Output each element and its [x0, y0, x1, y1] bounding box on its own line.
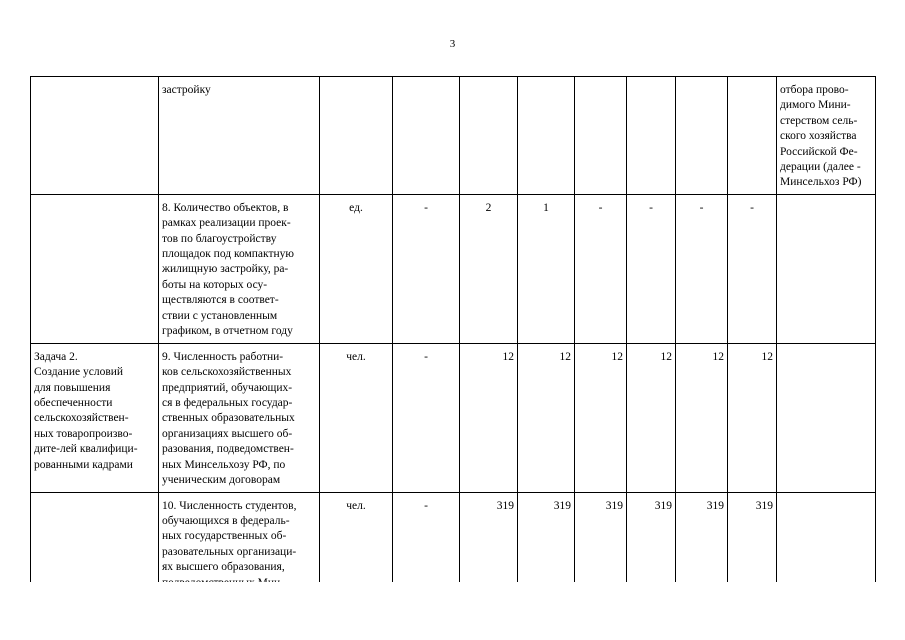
unit-cell: чел. [320, 343, 393, 492]
value-cell: 2 [460, 194, 518, 343]
value-cell: 319 [575, 492, 627, 594]
value-cell: 12 [460, 343, 518, 492]
indicator-cell: 10. Численность студентов, обучающихся в федераль- ных государственных об- разовательных организаци- ях высшего образования, [159, 492, 320, 594]
value-cell: - [728, 194, 777, 343]
unit-cell [320, 77, 393, 195]
unit-cell: ед. [320, 194, 393, 343]
value-cell [627, 77, 676, 195]
value-cell: 12 [728, 343, 777, 492]
value-cell [393, 77, 460, 195]
task-cell [31, 492, 159, 594]
indicators-table [30, 76, 876, 595]
unit-cell: чел. [320, 492, 393, 594]
note-cell [777, 194, 876, 343]
value-cell: - [393, 194, 460, 343]
task-cell [31, 77, 159, 195]
table-row [31, 343, 876, 492]
value-cell: 12 [676, 343, 728, 492]
value-cell [575, 77, 627, 195]
indicator-cell: застройку [159, 77, 320, 195]
note-cell: отбора прово- димого Мини- стерством сель- ского хозяйства Российской Фе- дерации (далее - Минсельхоз РФ) [777, 77, 876, 195]
task-cell [31, 194, 159, 343]
value-cell [676, 77, 728, 195]
value-cell [518, 77, 575, 195]
value-cell: 12 [518, 343, 575, 492]
value-cell [728, 77, 777, 195]
page-number: 3 [449, 38, 456, 50]
value-cell: - [627, 194, 676, 343]
table-row [31, 77, 876, 195]
value-cell: 319 [728, 492, 777, 594]
value-cell: 12 [627, 343, 676, 492]
value-cell [460, 77, 518, 195]
value-cell: 319 [460, 492, 518, 594]
table-row [31, 194, 876, 343]
table-row [31, 492, 876, 594]
task-cell: Задача 2. Создание условий для повышения обеспеченности сельскохозяйствен- ных товаропроизво- дите-лей квалифици- рованными кадрами [31, 343, 159, 492]
value-cell: 12 [575, 343, 627, 492]
value-cell: 319 [627, 492, 676, 594]
value-cell: - [575, 194, 627, 343]
note-cell [777, 343, 876, 492]
value-cell: - [676, 194, 728, 343]
indicator-cell: 8. Количество объектов, в рамках реализации проек- тов по благоустройству площадок под компактную жилищную застройку, ра- боты на которых осу- ществляются в соответ- ствии с установленным графиком, в отчетном году [159, 194, 320, 343]
note-cell [777, 492, 876, 594]
value-cell: 319 [676, 492, 728, 594]
value-cell: 319 [518, 492, 575, 594]
value-cell: 1 [518, 194, 575, 343]
indicator-cell: 9. Численность работни- ков сельскохозяйственных предприятий, обучающих- ся в федеральных государ- ственных образовательных организациях высшего об- разования, подведомствен- ных Минсельхозу РФ, по ученическим договорам [159, 343, 320, 492]
value-cell: - [393, 343, 460, 492]
value-cell: - [393, 492, 460, 594]
page-bottom-margin [0, 582, 905, 640]
